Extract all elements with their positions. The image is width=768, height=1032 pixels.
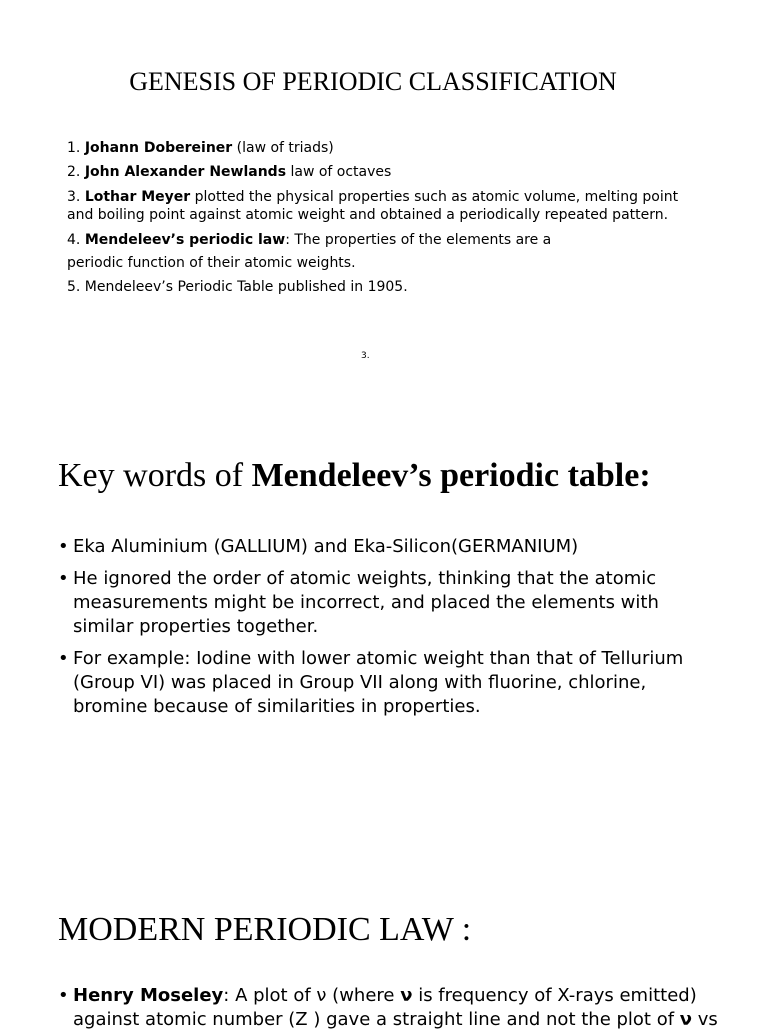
bullet-text-part: vs xyxy=(692,1009,718,1030)
bullet-icon: • xyxy=(58,568,69,589)
item-bold-text: Johann Dobereiner xyxy=(84,140,233,156)
nu-symbol: ν xyxy=(400,985,413,1006)
item-text: law of octaves xyxy=(286,164,392,180)
item-number: 1. xyxy=(67,140,81,156)
list-item xyxy=(67,278,408,296)
item-number: 3. xyxy=(67,189,81,205)
page-number: 3. xyxy=(361,351,370,361)
bullet-icon: • xyxy=(58,536,69,557)
item-text: (law of triads) xyxy=(232,140,334,156)
list-item xyxy=(67,231,551,249)
item-bold-text: Lothar Meyer xyxy=(84,189,191,205)
title-plain: Key words of xyxy=(58,457,252,494)
list-item xyxy=(67,163,391,181)
slide-title: GENESIS OF PERIODIC CLASSIFICATION xyxy=(129,67,617,96)
bullet-text xyxy=(73,1008,718,1032)
bullet-text: bromine because of similarities in properties. xyxy=(73,696,481,717)
bullet-text: He ignored the order of atomic weights, thinking that the atomic xyxy=(73,568,657,589)
list-item xyxy=(67,139,334,157)
slide-title: MODERN PERIODIC LAW : xyxy=(58,911,472,948)
bullet-icon: • xyxy=(58,985,69,1006)
bullet-text: (Group VI) was placed in Group VII along with fluorine, chlorine, xyxy=(73,672,647,693)
item-bold-text: John Alexander Newlands xyxy=(84,164,287,180)
item-text: Mendeleev’s Periodic Table published in 1905. xyxy=(80,279,408,295)
bullet-text xyxy=(73,984,697,1008)
bullet-icon: • xyxy=(58,648,69,669)
bullet-text: For example: Iodine with lower atomic weight than that of Tellurium xyxy=(73,648,684,669)
nu-symbol: ν xyxy=(679,1009,693,1030)
list-item-continuation: and boiling point against atomic weight and obtained a periodically repeated pattern. xyxy=(67,207,669,223)
title-bold: Mendeleev’s periodic table: xyxy=(251,457,651,494)
item-text: plotted the physical properties such as atomic volume, melting point xyxy=(190,189,679,205)
item-number: 5. xyxy=(67,279,81,295)
item-number: 4. xyxy=(67,232,81,248)
bullet-text-part: against atomic number (Z ) gave a straight line and not the plot of xyxy=(73,1009,680,1030)
bullet-text: similar properties together. xyxy=(73,616,319,637)
bullet-text-part: : A plot of ν (where xyxy=(223,985,401,1006)
bullet-text: measurements might be incorrect, and placed the elements with xyxy=(73,592,659,613)
list-item-continuation: periodic function of their atomic weights. xyxy=(67,255,356,271)
bullet-bold-text: Henry Moseley xyxy=(73,985,224,1006)
slide-title xyxy=(58,456,651,496)
item-number: 2. xyxy=(67,164,81,180)
item-bold-text: Mendeleev’s periodic law xyxy=(84,232,286,248)
bullet-text: Eka Aluminium (GALLIUM) and Eka-Silicon(GERMANIUM) xyxy=(73,536,579,557)
item-text: : The properties of the elements are a xyxy=(285,232,552,248)
bullet-text-part: is frequency of X-rays emitted) xyxy=(412,985,697,1006)
list-item xyxy=(67,188,678,206)
